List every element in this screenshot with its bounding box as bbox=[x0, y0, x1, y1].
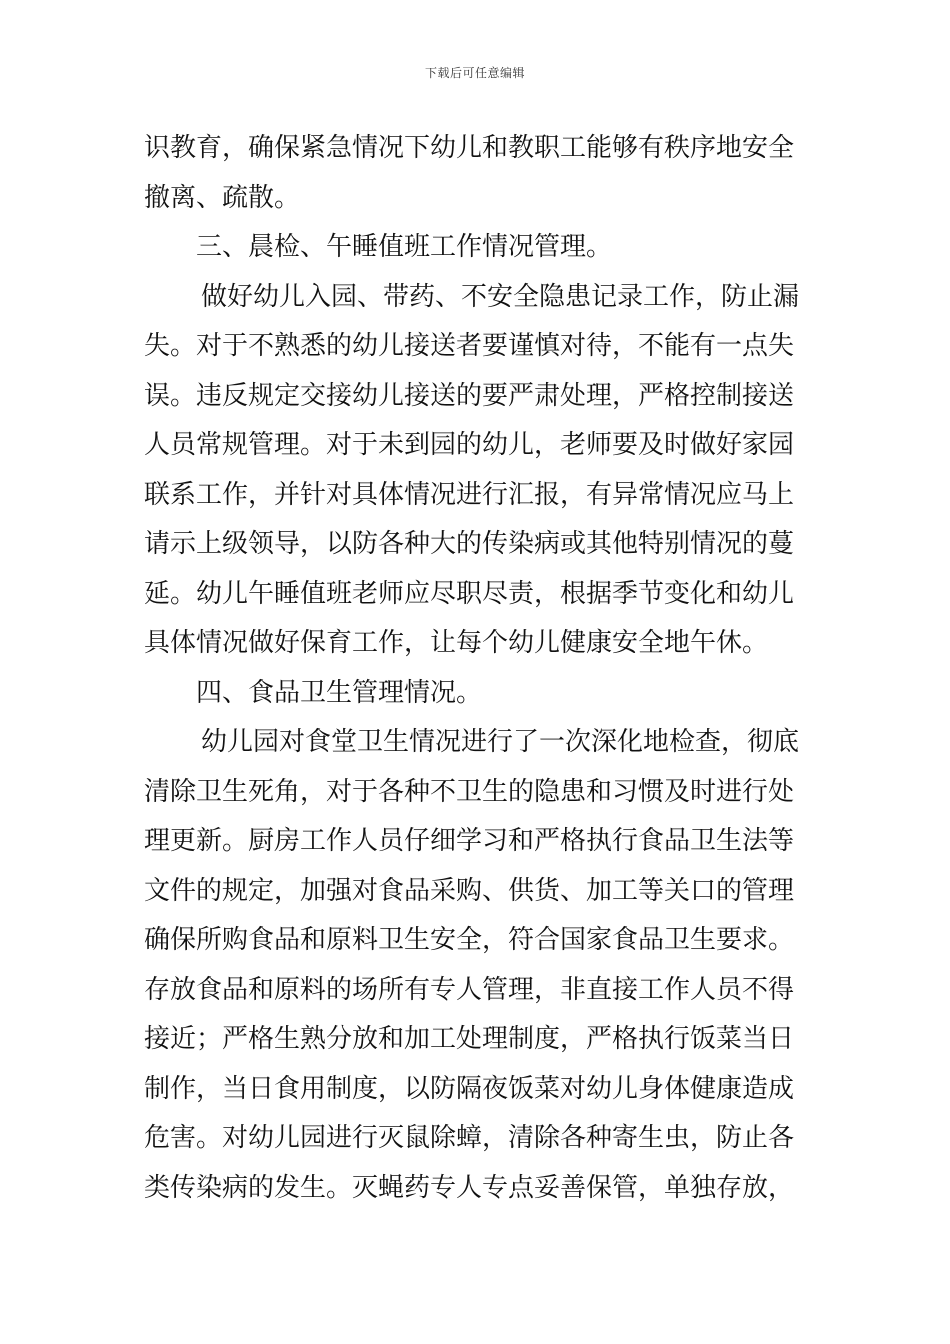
text-line: 类传染病的发生。灭蝇药专人专点妥善保管，单独存放， bbox=[144, 1172, 795, 1203]
section-heading-3: 三、晨检、午睡值班工作情况管理。 bbox=[196, 232, 613, 262]
text-line: 人员常规管理。对于未到园的幼儿，老师要及时做好家园 bbox=[144, 430, 795, 460]
text-line: 确保所购食品和原料卫生安全，符合国家食品卫生要求。 bbox=[144, 925, 795, 955]
text-line: 失。对于不熟悉的幼儿接送者要谨慎对待，不能有一点失 bbox=[144, 331, 795, 361]
text-line: 具体情况做好保育工作，让每个幼儿健康安全地午休。 bbox=[144, 628, 769, 658]
section-heading-4: 四、食品卫生管理情况。 bbox=[196, 677, 483, 708]
text-line: 存放食品和原料的场所有专人管理，非直接工作人员不得 bbox=[144, 974, 795, 1005]
text-line: 误。违反规定交接幼儿接送的要严肃处理，严格控制接送 bbox=[144, 380, 795, 411]
text-line: 撤离、疏散。 bbox=[144, 182, 301, 213]
text-line: 延。幼儿午睡值班老师应尽职尽责，根据季节变化和幼儿 bbox=[144, 578, 795, 609]
text-line: 制作，当日食用制度，以防隔夜饭菜对幼儿身体健康造成 bbox=[144, 1073, 795, 1104]
text-line: 文件的规定，加强对食品采购、供货、加工等关口的管理 bbox=[144, 875, 795, 906]
text-line: 请示上级领导，以防各种大的传染病或其他特别情况的蔓 bbox=[144, 529, 795, 559]
text-line: 接近；严格生熟分放和加工处理制度，严格执行饭菜当日 bbox=[144, 1024, 795, 1054]
paragraph-start: 幼儿园对食堂卫生情况进行了一次深化地检查，彻底 bbox=[201, 727, 800, 757]
paragraph-start: 做好幼儿入园、带药、不安全隐患记录工作，防止漏 bbox=[201, 281, 800, 312]
text-line: 清除卫生死角，对于各种不卫生的隐患和习惯及时进行处 bbox=[144, 776, 795, 807]
text-line: 危害。对幼儿园进行灭鼠除蟑，清除各种寄生虫，防止各 bbox=[144, 1123, 795, 1153]
text-line: 联系工作，并针对具体情况进行汇报，有异常情况应马上 bbox=[144, 479, 795, 510]
document-body bbox=[144, 124, 808, 1213]
page-header: 下载后可任意编辑 bbox=[424, 66, 525, 80]
text-line: 识教育，确保紧急情况下幼儿和教职工能够有秩序地安全 bbox=[144, 133, 795, 163]
text-line: 理更新。厨房工作人员仔细学习和严格执行食品卫生法等 bbox=[144, 826, 795, 856]
